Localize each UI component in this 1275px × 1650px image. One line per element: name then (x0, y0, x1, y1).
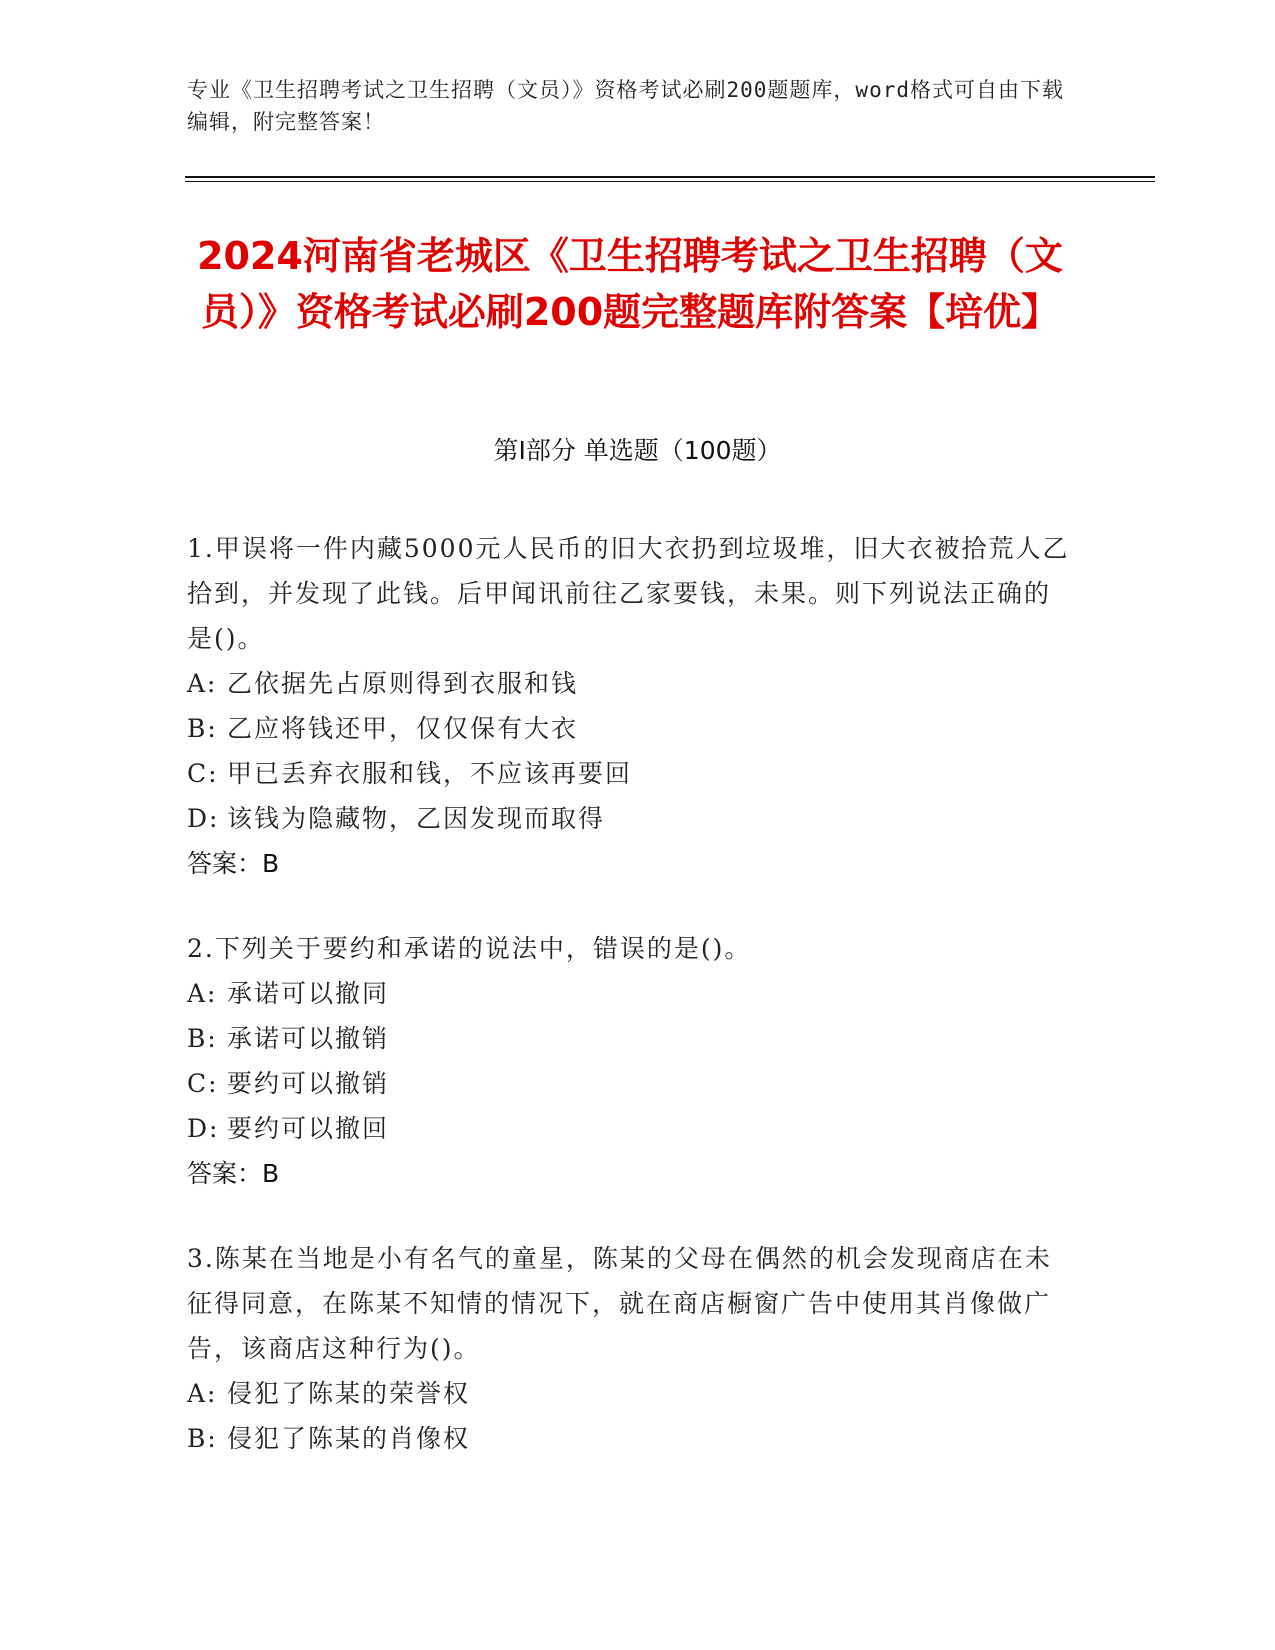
option-c (187, 751, 1077, 796)
question-stem: 2.下列关于要约和承诺的说法中，错误的是()。 (187, 934, 752, 963)
option-text: 该钱为隐藏物，乙因发现而取得 (227, 804, 606, 833)
option-d (187, 796, 1077, 841)
question-stem: 1.甲误将一件内藏5000元人民币的旧大衣扔到垃圾堆，旧大衣被拾荒人乙拾到，并发现了此钱。后甲闻讯前往乙家要钱，未果。则下列说法正确的是()。 (187, 534, 1070, 653)
question-stem: 3.陈某在当地是小有名气的童星，陈某的父母在偶然的机会发现商店在未征得同意，在陈某不知情的情况下，就在商店橱窗广告中使用其肖像做广告，该商店这种行为()。 (187, 1244, 1052, 1363)
option-a (187, 1371, 1077, 1416)
option-text: 乙依据先占原则得到衣服和钱 (227, 669, 579, 698)
option-text: 侵犯了陈某的荣誉权 (227, 1379, 471, 1408)
document-title: 2024河南省老城区《卫生招聘考试之卫生招聘（文员）》资格考试必刷200题完整题库附答案【培优】 (197, 234, 1063, 334)
option-label: D: (187, 1114, 220, 1143)
option-label: A: (187, 669, 218, 698)
option-text: 侵犯了陈某的肖像权 (227, 1424, 471, 1453)
section-heading: 第Ⅰ部分 单选题（100题） (493, 436, 782, 465)
option-a (187, 971, 1077, 1016)
option-c (187, 1061, 1077, 1106)
option-a (187, 661, 1077, 706)
header-rule-thin (185, 181, 1155, 182)
option-b (187, 706, 1077, 751)
header-rule-thick (185, 176, 1155, 178)
question-3 (187, 1236, 1077, 1461)
header-note: 专业《卫生招聘考试之卫生招聘（文员）》资格考试必刷200题题库，word格式可自由下载编辑，附完整答案！ (187, 78, 1064, 134)
option-label: B: (187, 1424, 218, 1453)
option-b (187, 1416, 1077, 1461)
question-1 (187, 526, 1077, 886)
answer: 答案：B (187, 1159, 280, 1188)
answer: 答案：B (187, 849, 280, 878)
option-text: 乙应将钱还甲，仅仅保有大衣 (227, 714, 579, 743)
option-b (187, 1016, 1077, 1061)
option-label: B: (187, 1024, 218, 1053)
option-label: A: (187, 1379, 218, 1408)
option-label: D: (187, 804, 220, 833)
option-text: 承诺可以撤销 (227, 1024, 390, 1053)
option-label: C: (187, 759, 219, 788)
option-label: B: (187, 714, 218, 743)
question-list (187, 526, 1077, 1501)
question-2 (187, 926, 1077, 1196)
option-label: C: (187, 1069, 219, 1098)
option-text: 承诺可以撤同 (227, 979, 390, 1008)
option-text: 甲已丢弃衣服和钱，不应该再要回 (227, 759, 633, 788)
option-label: A: (187, 979, 218, 1008)
option-text: 要约可以撤销 (227, 1069, 390, 1098)
option-d (187, 1106, 1077, 1151)
option-text: 要约可以撤回 (227, 1114, 390, 1143)
